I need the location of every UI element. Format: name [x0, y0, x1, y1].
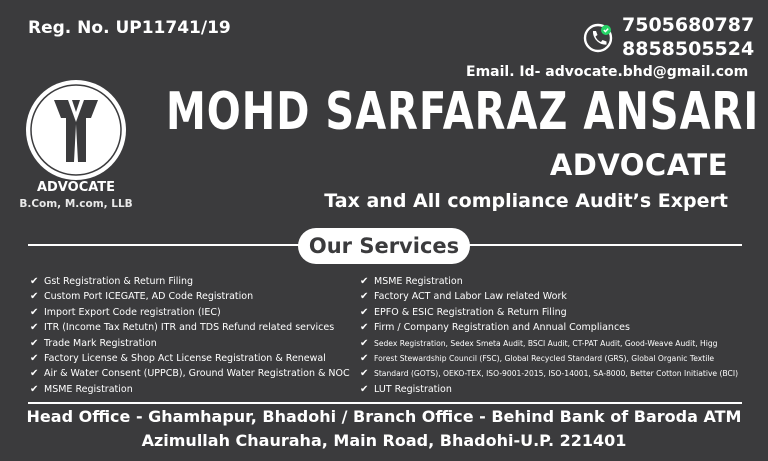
check-icon: ✔ — [360, 322, 369, 334]
list-item: ✔ ITR (Income Tax Retutn) ITR and TDS Refund related services — [30, 322, 335, 334]
list-item: ✔ Factory ACT and Labor Law related Work — [360, 291, 567, 303]
tagline: Tax and All compliance Audit’s Expert — [324, 190, 728, 212]
check-icon: ✔ — [30, 383, 39, 395]
check-icon: ✔ — [360, 337, 369, 349]
list-item: ✔ Standard (GOTS), OEKO-TEX, ISO-9001-2015, ISO-14001, SA-8000, Better Cotton Initiative (BCI) — [360, 368, 739, 380]
check-icon: ✔ — [30, 306, 39, 318]
role-title: ADVOCATE — [549, 148, 728, 182]
list-item: ✔ Factory License & Shop Act License Registration & Renewal — [30, 352, 326, 364]
check-icon: ✔ — [30, 276, 39, 287]
services-list-right — [360, 275, 750, 398]
check-icon: ✔ — [360, 383, 369, 395]
list-item: ✔ Forest Stewardship Council (FSC), Global Recycled Standard (GRS), Global Organic Textile — [360, 352, 715, 364]
list-item: ✔ LUT Registration — [360, 383, 452, 395]
logo-advocate-label: ADVOCATE — [36, 180, 116, 195]
list-item: ✔ Air & Water Consent (UPPCB), Ground Water Registration & NOC — [30, 368, 350, 380]
list-item: ✔ MSME Registration — [360, 276, 463, 287]
office-address-line-1: Head Office - Ghamhapur, Bhadohi / Branch Office - Behind Bank of Baroda ATM — [26, 407, 742, 426]
list-item: ✔ Sedex Registration, Sedex Smeta Audit, BSCI Audit, CT-PAT Audit, Good-Weave Audit, Higg — [360, 337, 718, 349]
services-list-left — [30, 275, 362, 398]
check-icon: ✔ — [30, 337, 39, 349]
list-item: ✔ Gst Registration & Return Filing — [30, 276, 194, 287]
check-icon: ✔ — [30, 322, 39, 334]
list-item: ✔ Import Export Code registration (IEC) — [30, 306, 221, 318]
list-item: ✔ Trade Mark Registration — [30, 337, 157, 349]
office-address-line-2: Azimullah Chauraha, Main Road, Bhadohi-U.P. 221401 — [141, 431, 627, 450]
check-icon: ✔ — [360, 368, 369, 380]
registration-number: Reg. No. UP11741/19 — [28, 18, 231, 38]
services-divider-left — [28, 244, 300, 246]
check-icon: ✔ — [30, 291, 39, 303]
check-icon: ✔ — [30, 352, 39, 364]
advocate-logo-icon — [24, 78, 128, 182]
footer-divider — [28, 402, 742, 404]
services-heading: Our Services — [298, 228, 470, 264]
email-address[interactable]: Email. Id- advocate.bhd@gmail.com — [466, 64, 749, 80]
phone-number-2[interactable]: 8858505524 — [622, 38, 755, 60]
check-icon: ✔ — [360, 352, 369, 364]
check-icon: ✔ — [360, 276, 369, 287]
phone-number-1[interactable]: 7505680787 — [622, 14, 755, 36]
check-icon: ✔ — [30, 368, 39, 380]
list-item: ✔ MSME Registration — [30, 383, 133, 395]
whatsapp-phone-icon — [582, 22, 614, 54]
list-item: ✔ Firm / Company Registration and Annual Compliances — [360, 322, 630, 334]
services-divider-right — [466, 244, 742, 246]
list-item: ✔ Custom Port ICEGATE, AD Code Registration — [30, 291, 254, 303]
advocate-name: MOHD SARFARAZ ANSARI — [166, 82, 760, 142]
list-item: ✔ EPFO & ESIC Registration & Return Filing — [360, 306, 567, 318]
check-icon: ✔ — [360, 291, 369, 303]
qualifications: B.Com, M.com, LLB — [19, 198, 133, 210]
check-icon: ✔ — [360, 306, 369, 318]
